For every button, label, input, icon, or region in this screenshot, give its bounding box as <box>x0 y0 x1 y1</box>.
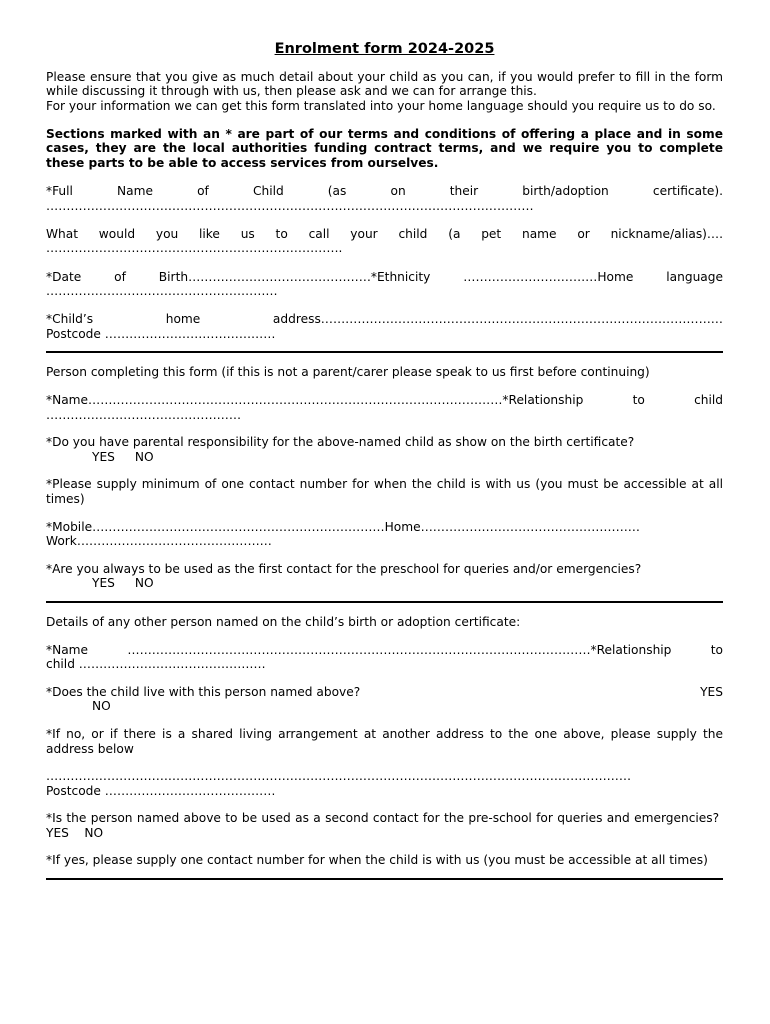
yes-option[interactable]: YES <box>92 449 115 464</box>
child-nickname-field[interactable]: ………………………………………………………………. <box>46 241 343 256</box>
other-person-relationship-field[interactable]: child ………………………………………. <box>46 657 266 672</box>
yes-option[interactable]: YES <box>92 576 115 591</box>
other-person-name-relationship-line[interactable]: *Name ……………………………………………………………………………………………………*Relationship to <box>46 642 723 657</box>
no-option[interactable]: NO <box>84 825 104 840</box>
no-option[interactable]: NO <box>134 576 154 591</box>
section-divider <box>46 351 723 353</box>
child-dob-ethnicity-language-line[interactable]: *Date of Birth………………………………………*Ethnicity ……………………………Home language <box>46 269 723 284</box>
live-with-person-question: *Does the child live with this person named above? <box>46 684 361 699</box>
parental-responsibility-question: *Do you have parental responsibility for the above-named child as show on the birth certificate? <box>46 435 635 450</box>
other-address-field[interactable]: ……………………………………………………………………………………………………………………………… <box>46 769 631 784</box>
section-divider <box>46 878 723 880</box>
enrolment-form <box>46 42 723 892</box>
yes-option[interactable]: YES <box>46 825 69 840</box>
live-with-person-no <box>46 699 723 714</box>
child-home-address-field[interactable]: *Child’s home address……………………………………………………………………………………… <box>46 312 723 327</box>
child-home-language-field[interactable]: ………………………………………………… <box>46 284 278 299</box>
page-title: Enrolment form 2024-2025 <box>274 41 495 57</box>
first-contact-question: *Are you always to be used as the first contact for the preschool for queries and/or emergencies? <box>46 561 642 576</box>
contact-number-question: *Please supply minimum of one contact number for when the child is with us (you must be accessible at all times) <box>46 477 723 506</box>
child-full-name-field[interactable]: ………………………………………………………………………………………………………… <box>46 198 534 213</box>
second-contact-text: *Is the person named above to be used as a second contact for the pre-school for queries and emergencies? <box>46 811 720 826</box>
no-option[interactable]: NO <box>134 449 154 464</box>
child-full-name-label: *Full Name of Child (as on their birth/adoption certificate). <box>46 184 723 199</box>
mobile-home-field[interactable]: *Mobile………………………………………………………………Home……………………………………………… <box>46 519 640 534</box>
section-divider <box>46 601 723 603</box>
person-name-relationship-line[interactable]: *Name…………………………………………………………………………………………*Relationship to child <box>46 393 723 407</box>
intro-paragraph-2: For your information we can get this form translated into your home language should you require us to do so. <box>46 98 716 113</box>
first-contact-options <box>46 576 723 591</box>
other-person-heading: Details of any other person named on the child’s birth or adoption certificate: <box>46 614 521 629</box>
other-postcode-field[interactable]: Postcode …………………………………… <box>46 783 276 798</box>
person-completing-heading: Person completing this form (if this is not a parent/carer please speak to us first before continuing) <box>46 365 650 380</box>
person-relationship-field[interactable]: ………………………………………… <box>46 407 241 422</box>
intro-paragraph-1: Please ensure that you give as much detail about your child as you can, if you would prefer to fill in the form while discussing it through with us, then please ask and we can for arrange this. <box>46 69 723 99</box>
yes-option[interactable]: YES <box>700 684 723 699</box>
shared-living-question: *If no, or if there is a shared living arrangement at another address to the one above, please supply the address below <box>46 726 723 756</box>
second-contact-question <box>46 811 723 840</box>
other-contact-number-question: *If yes, please supply one contact number for when the child is with us (you must be accessible at all times) <box>46 853 708 868</box>
work-field[interactable]: Work………………………………………… <box>46 534 272 549</box>
child-nickname-label: What would you like us to call your child (a pet name or nickname/alias)…. <box>46 226 723 241</box>
child-postcode-field[interactable]: Postcode …………………………………… <box>46 326 276 341</box>
parental-responsibility-options <box>46 450 723 465</box>
no-option[interactable]: NO <box>92 699 111 714</box>
terms-notice: Sections marked with an * are part of our terms and conditions of offering a place and in some cases, they are the local authorities funding contract terms, and we require you to complete these parts to be able to access services from ourselves. <box>46 126 723 171</box>
live-with-person-row <box>46 685 723 700</box>
